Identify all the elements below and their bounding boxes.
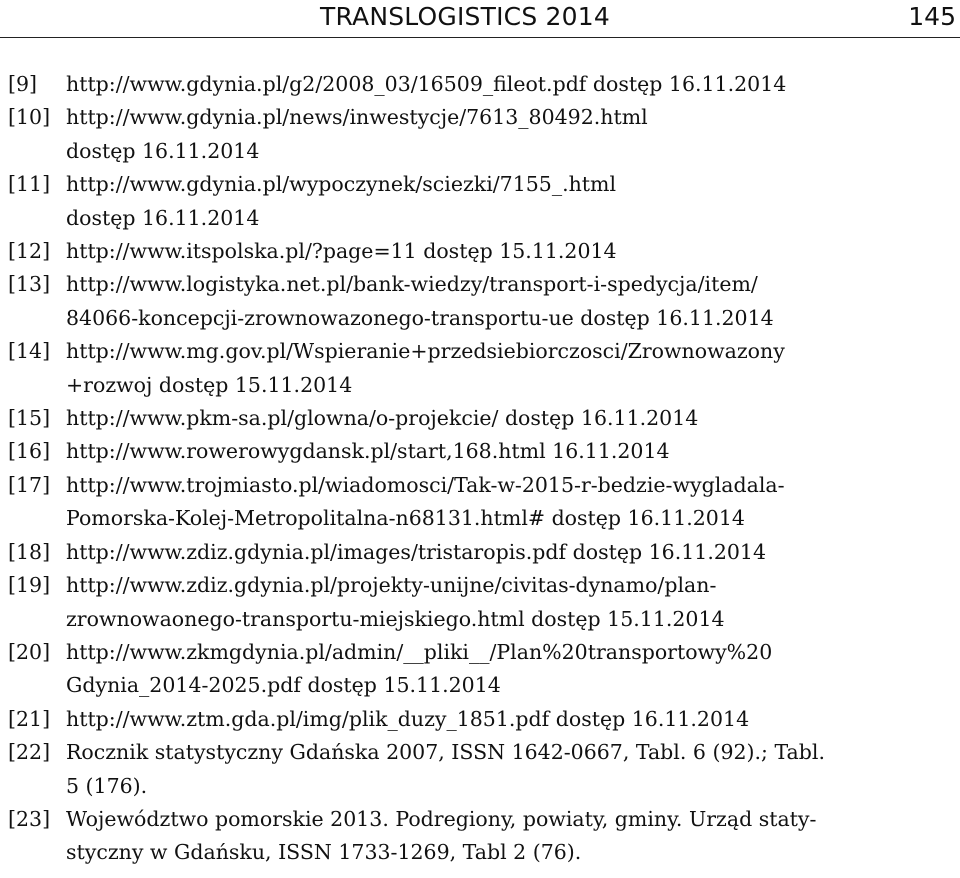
reference-entry bbox=[8, 703, 956, 736]
reference-entry bbox=[8, 335, 956, 402]
reference-text bbox=[66, 803, 956, 870]
reference-text bbox=[66, 435, 956, 468]
reference-text bbox=[66, 101, 956, 168]
reference-entry bbox=[8, 736, 956, 803]
reference-number: [21] bbox=[8, 706, 51, 731]
reference-line: http://www.rowerowygdansk.pl/start,168.html 16.11.2014 bbox=[66, 439, 670, 464]
reference-entry bbox=[8, 803, 956, 870]
reference-line: http://www.zkmgdynia.pl/admin/__pliki__/Plan%20transportowy%20 bbox=[66, 639, 773, 664]
reference-list bbox=[8, 68, 956, 870]
reference-text bbox=[66, 469, 956, 536]
reference-number: [15] bbox=[8, 406, 51, 431]
reference-number: [11] bbox=[8, 172, 51, 197]
reference-number: [20] bbox=[8, 639, 51, 664]
reference-entry bbox=[8, 435, 956, 468]
reference-line: zrownowaonego-transportu-miejskiego.html dostęp 15.11.2014 bbox=[66, 606, 725, 631]
reference-number: [13] bbox=[8, 272, 51, 297]
reference-entry bbox=[8, 569, 956, 636]
reference-line: http://www.zdiz.gdynia.pl/images/tristaropis.pdf dostęp 16.11.2014 bbox=[66, 539, 767, 564]
reference-line: styczny w Gdańsku, ISSN 1733-1269, Tabl 2 (76). bbox=[66, 840, 582, 865]
reference-entry bbox=[8, 235, 956, 268]
reference-line: http://www.gdynia.pl/wypoczynek/sciezki/7155_.html bbox=[66, 172, 617, 197]
reference-line: http://www.ztm.gda.pl/img/plik_duzy_1851.pdf dostęp 16.11.2014 bbox=[66, 706, 750, 731]
reference-line: Rocznik statystyczny Gdańska 2007, ISSN 1642-0667, Tabl. 6 (92).; Tabl. bbox=[66, 740, 825, 765]
reference-number: [10] bbox=[8, 105, 51, 130]
reference-text bbox=[66, 736, 956, 803]
reference-text bbox=[66, 636, 956, 703]
reference-text bbox=[66, 168, 956, 235]
reference-entry bbox=[8, 168, 956, 235]
reference-line: +rozwoj dostęp 15.11.2014 bbox=[66, 372, 353, 397]
reference-line: http://www.trojmiasto.pl/wiadomosci/Tak-w-2015-r-bedzie-wygladala- bbox=[66, 472, 785, 497]
page-header bbox=[0, 0, 960, 38]
reference-line: http://www.pkm-sa.pl/glowna/o-projekcie/ dostęp 16.11.2014 bbox=[66, 406, 699, 431]
reference-number: [23] bbox=[8, 806, 51, 831]
reference-number: [9] bbox=[8, 72, 38, 96]
reference-line: Województwo pomorskie 2013. Podregiony, powiaty, gminy. Urząd staty- bbox=[66, 806, 817, 831]
reference-entry bbox=[8, 101, 956, 168]
reference-number: [18] bbox=[8, 539, 51, 564]
reference-text bbox=[66, 402, 956, 435]
reference-number: [22] bbox=[8, 740, 51, 765]
reference-text bbox=[66, 68, 956, 101]
reference-number: [17] bbox=[8, 472, 51, 497]
reference-text bbox=[66, 536, 956, 569]
reference-number: [14] bbox=[8, 339, 51, 364]
reference-entry bbox=[8, 636, 956, 703]
reference-line: http://www.gdynia.pl/news/inwestycje/7613_80492.html bbox=[66, 105, 648, 130]
reference-line: dostęp 16.11.2014 bbox=[66, 138, 260, 163]
reference-line: http://www.zdiz.gdynia.pl/projekty-unijne/civitas-dynamo/plan- bbox=[66, 573, 717, 598]
reference-line: http://www.gdynia.pl/g2/2008_03/16509_fileot.pdf dostęp 16.11.2014 bbox=[66, 72, 787, 96]
reference-entry bbox=[8, 469, 956, 536]
running-header-title: TRANSLOGISTICS 2014 bbox=[320, 2, 610, 31]
reference-text bbox=[66, 268, 956, 335]
reference-line: Gdynia_2014-2025.pdf dostęp 15.11.2014 bbox=[66, 673, 501, 698]
page-number: 145 bbox=[908, 2, 956, 31]
reference-number: [19] bbox=[8, 573, 51, 598]
reference-line: http://www.mg.gov.pl/Wspieranie+przedsiebiorczosci/Zrownowazony bbox=[66, 339, 785, 364]
reference-line: 84066-koncepcji-zrownowazonego-transportu-ue dostęp 16.11.2014 bbox=[66, 305, 774, 330]
reference-line: dostęp 16.11.2014 bbox=[66, 205, 260, 230]
reference-text bbox=[66, 235, 956, 268]
reference-text bbox=[66, 703, 956, 736]
reference-text bbox=[66, 569, 956, 636]
reference-line: Pomorska-Kolej-Metropolitalna-n68131.html# dostęp 16.11.2014 bbox=[66, 506, 745, 531]
reference-number: [12] bbox=[8, 239, 51, 264]
reference-line: http://www.itspolska.pl/?page=11 dostęp 15.11.2014 bbox=[66, 239, 617, 264]
reference-entry bbox=[8, 536, 956, 569]
reference-text bbox=[66, 335, 956, 402]
reference-line: http://www.logistyka.net.pl/bank-wiedzy/transport-i-spedycja/item/ bbox=[66, 272, 758, 297]
reference-entry bbox=[8, 68, 956, 101]
reference-line: 5 (176). bbox=[66, 773, 148, 798]
reference-entry bbox=[8, 402, 956, 435]
reference-number: [16] bbox=[8, 439, 51, 464]
reference-entry bbox=[8, 268, 956, 335]
